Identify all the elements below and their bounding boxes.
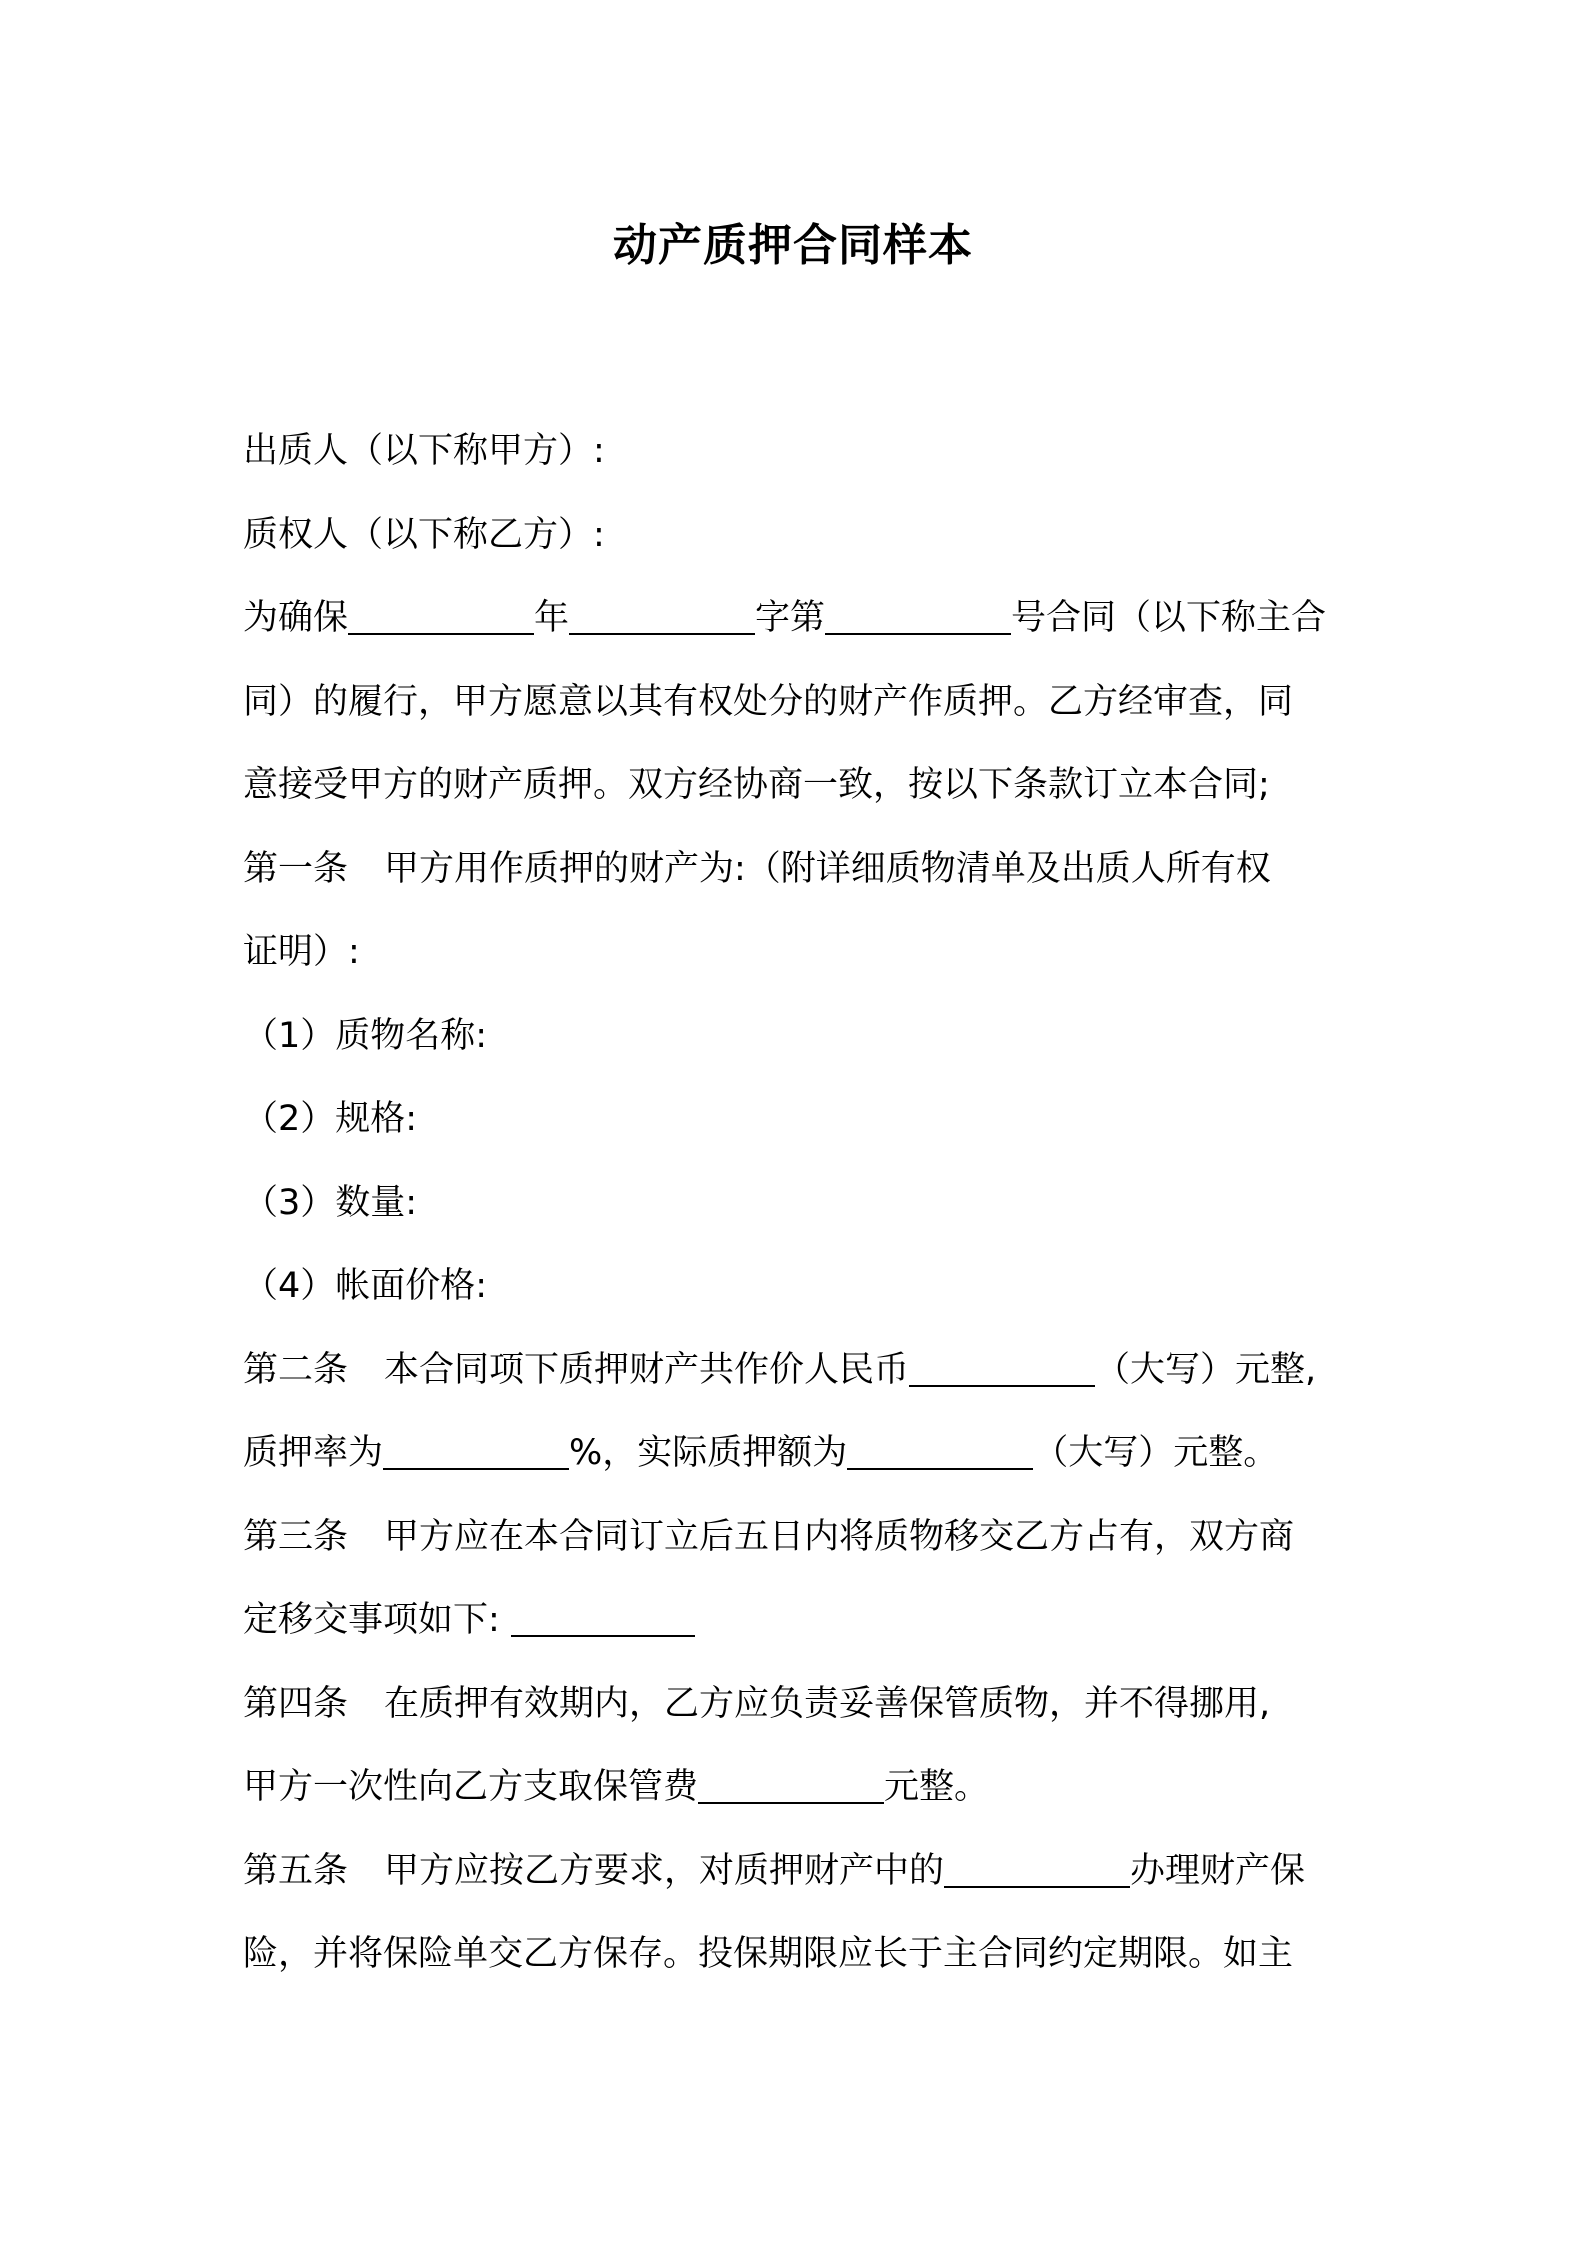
text-segment: （1）质物名称: bbox=[243, 1015, 488, 1056]
text-segment: 本合同项下质押财产共作价人民币 bbox=[384, 1349, 910, 1390]
article-2-line-2 bbox=[243, 1412, 1355, 1496]
article-4-line-1 bbox=[243, 1663, 1355, 1747]
article-1-line-1 bbox=[243, 828, 1355, 912]
text-segment: （4）帐面价格: bbox=[243, 1266, 488, 1306]
text-segment: （2）规格: bbox=[243, 1099, 418, 1139]
pledgee-line bbox=[243, 494, 1355, 578]
preamble-line-1 bbox=[243, 577, 1355, 661]
text-segment: 办理财产保 bbox=[1130, 1850, 1306, 1891]
text-segment: 字第 bbox=[755, 598, 826, 638]
item-book-value-line bbox=[243, 1245, 1355, 1329]
text-segment: 在质押有效期内，乙方应负责妥善保管质物，并不得挪用, bbox=[384, 1683, 1271, 1724]
text-segment: 元整。 bbox=[884, 1767, 990, 1807]
text-segment: 意接受甲方的财产质押。双方经协商一致，按以下条款订立本合同; bbox=[243, 765, 1270, 805]
preamble-line-2 bbox=[243, 661, 1355, 745]
text-segment: 定移交事项如下: bbox=[243, 1600, 500, 1640]
text-segment: %，实际质押额为 bbox=[569, 1433, 848, 1473]
text-segment: 甲方应在本合同订立后五日内将质物移交乙方占有，双方商 bbox=[384, 1516, 1295, 1557]
blank-transfer-matters bbox=[511, 1595, 695, 1637]
pledgor-label: 出质人（以下称甲方）: bbox=[243, 431, 605, 471]
article-2-line-1 bbox=[243, 1329, 1355, 1413]
item-name-line bbox=[243, 995, 1355, 1079]
blank-contract-year-prefix bbox=[348, 593, 534, 635]
blank-insured-property bbox=[944, 1846, 1130, 1888]
blank-contract-word bbox=[569, 593, 755, 635]
article-4-line-2 bbox=[243, 1746, 1355, 1830]
article-number: 第三条 bbox=[243, 1516, 349, 1557]
article-3-line-2 bbox=[243, 1579, 1355, 1663]
text-segment: （大写）元整。 bbox=[1033, 1433, 1279, 1473]
text-segment: 甲方用作质押的财产为:（附详细质物清单及出质人所有权 bbox=[384, 848, 1271, 889]
item-quantity-line bbox=[243, 1162, 1355, 1246]
text-segment: 号合同（以下称主合 bbox=[1011, 598, 1327, 638]
blank-contract-number bbox=[825, 593, 1011, 635]
text-segment: 为确保 bbox=[243, 598, 349, 638]
preamble-line-3 bbox=[243, 744, 1355, 828]
text-segment: 质押率为 bbox=[243, 1433, 384, 1473]
pledgee-label: 质权人（以下称乙方）: bbox=[243, 514, 605, 555]
text-segment: 甲方一次性向乙方支取保管费 bbox=[243, 1767, 699, 1807]
text-segment: 同）的履行，甲方愿意以其有权处分的财产作质押。乙方经审查，同 bbox=[243, 681, 1294, 722]
article-number: 第四条 bbox=[243, 1683, 349, 1724]
article-number: 第二条 bbox=[243, 1349, 349, 1390]
article-number: 第五条 bbox=[243, 1850, 349, 1891]
article-number: 第一条 bbox=[243, 848, 349, 889]
article-5-line-2 bbox=[243, 1913, 1355, 1997]
blank-custody-fee bbox=[698, 1762, 884, 1804]
article-1-line-2 bbox=[243, 911, 1355, 995]
text-segment: （大写）元整, bbox=[1095, 1349, 1317, 1390]
item-spec-line bbox=[243, 1078, 1355, 1162]
text-segment: （3）数量: bbox=[243, 1182, 418, 1223]
blank-pledge-rate bbox=[383, 1428, 569, 1470]
blank-pledge-amount bbox=[847, 1428, 1033, 1470]
blank-valuation bbox=[909, 1345, 1095, 1387]
text-segment: 证明）: bbox=[243, 932, 360, 972]
article-3-line-1 bbox=[243, 1496, 1355, 1580]
text-segment: 年 bbox=[534, 598, 570, 638]
document-title: 动产质押合同样本 bbox=[613, 220, 973, 271]
pledgor-line bbox=[243, 410, 1355, 494]
text-segment: 险，并将保险单交乙方保存。投保期限应长于主合同约定期限。如主 bbox=[243, 1934, 1294, 1974]
text-segment: 甲方应按乙方要求，对质押财产中的 bbox=[384, 1850, 945, 1891]
document-body bbox=[243, 410, 1355, 1997]
article-5-line-1 bbox=[243, 1830, 1355, 1914]
